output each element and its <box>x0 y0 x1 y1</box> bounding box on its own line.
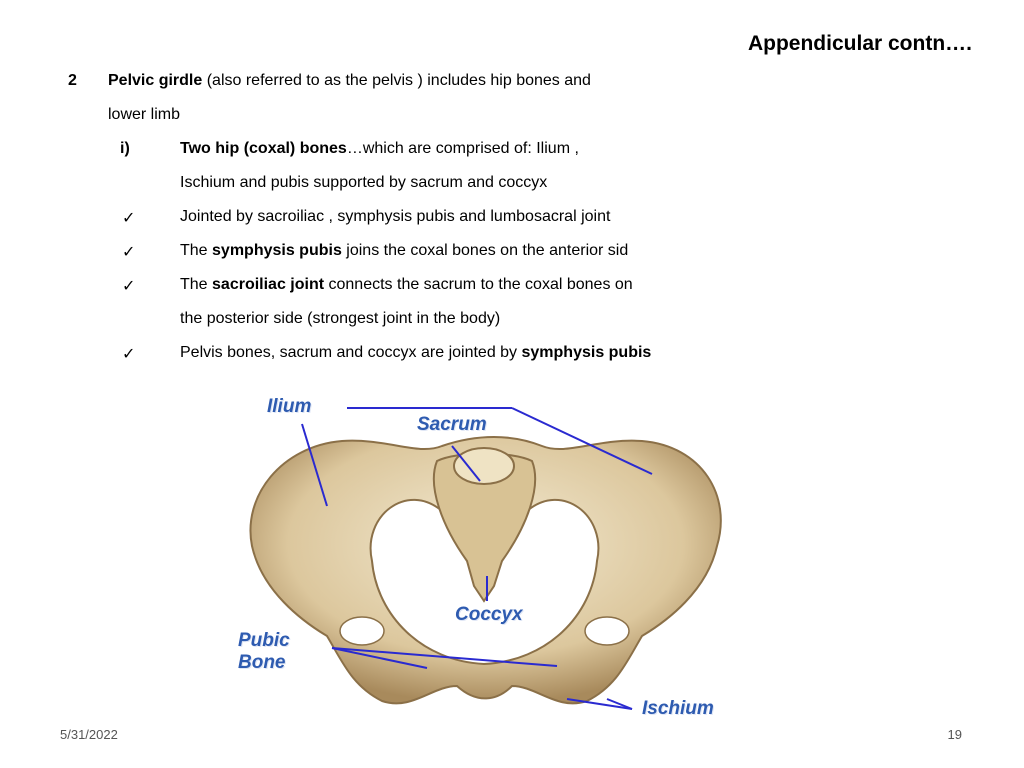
sub-item-text <box>180 140 579 158</box>
label-pubic-line-2: Bone <box>238 652 286 673</box>
label-ischium: Ischium <box>642 698 714 719</box>
sub-title: Two hip (coxal) bones <box>180 140 347 157</box>
item-number: 2 <box>68 72 77 89</box>
label-ilium: Ilium <box>267 396 312 417</box>
pelvis-figure <box>212 386 762 726</box>
check-icon: ✓ <box>122 278 136 295</box>
check-icon: ✓ <box>122 346 136 363</box>
bullet-2-pre: The <box>180 242 213 259</box>
sub-text-2: Ischium and pubis supported by sacrum and coccyx <box>180 174 548 191</box>
sub-text-1: …which are comprised of: Ilium , <box>346 140 579 157</box>
obturator-right <box>585 617 629 645</box>
bullet-2-bold: symphysis pubis <box>212 242 342 259</box>
sub-item-i <box>120 140 130 158</box>
bullet-4-bold: symphysis pubis <box>521 344 652 361</box>
footer-date: 5/31/2022 <box>60 727 118 742</box>
pelvis-illustration <box>212 386 762 726</box>
label-pubic-bone <box>238 630 290 674</box>
bullet-4 <box>180 344 651 362</box>
label-sacrum: Sacrum <box>417 414 487 435</box>
bullet-3-pre: The <box>180 276 213 293</box>
footer-page-number: 19 <box>947 727 962 742</box>
bullet-3-cont: the posterior side (strongest joint in the body) <box>180 310 501 327</box>
label-coccyx: Coccyx <box>455 604 523 625</box>
bullet-2 <box>180 242 628 260</box>
bullet-3-post: connects the sacrum to the coxal bones on <box>324 276 633 293</box>
slide-title: Appendicular contn…. <box>747 32 972 55</box>
bullet-1-text: Jointed by sacroiliac , symphysis pubis and lumbosacral joint <box>180 208 611 225</box>
bullet-3 <box>180 276 633 294</box>
bullet-2-post: joins the coxal bones on the anterior sid <box>341 242 629 259</box>
bullet-3-bold: sacroiliac joint <box>212 276 325 293</box>
item-text-2: lower limb <box>108 106 181 123</box>
label-pubic-line-1: Pubic <box>238 630 290 651</box>
obturator-left <box>340 617 384 645</box>
bullet-1 <box>180 208 610 226</box>
item-title: Pelvic girdle <box>108 72 203 89</box>
check-icon: ✓ <box>122 244 136 261</box>
check-icon: ✓ <box>122 210 136 227</box>
bullet-4-pre: Pelvis bones, sacrum and coccyx are jointed by <box>180 344 522 361</box>
sub-number: i) <box>120 140 130 157</box>
vertebra-body <box>454 448 514 484</box>
item-text-1: (also referred to as the pelvis ) includes hip bones and <box>202 72 591 89</box>
